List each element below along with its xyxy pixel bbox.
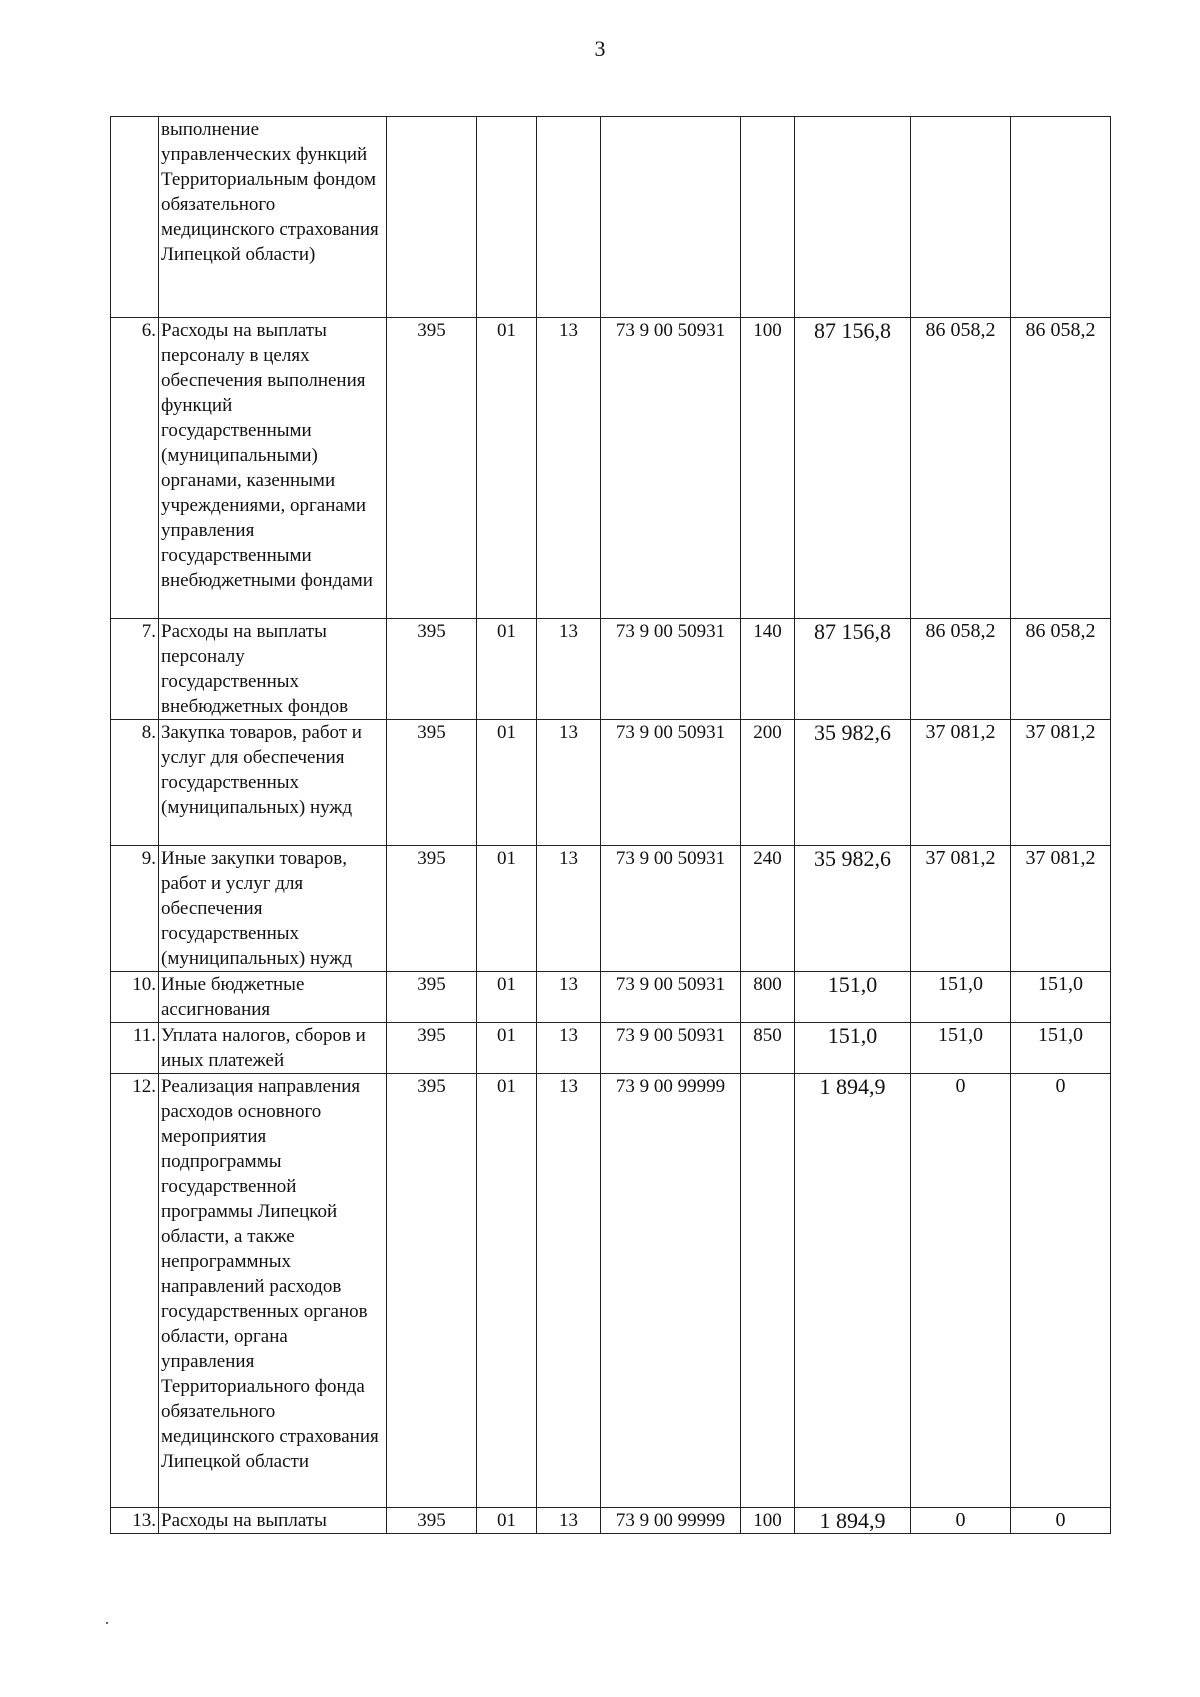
subsection-code: 13 — [537, 846, 601, 972]
subsection-code: 13 — [537, 972, 601, 1023]
table-row — [111, 720, 1111, 846]
amount-year-3: 0 — [1011, 1508, 1111, 1534]
row-number: 10. — [111, 972, 159, 1023]
target-article-code: 73 9 00 50931 — [601, 846, 741, 972]
row-description: Иные закупки товаров, работ и услуг для обеспечения государственных (муниципальных) нужд — [159, 846, 387, 972]
amount-year-2: 0 — [911, 1074, 1011, 1508]
section-code: 01 — [477, 1023, 537, 1074]
expense-type-code — [741, 1074, 795, 1508]
table-row — [111, 1023, 1111, 1074]
table-row — [111, 846, 1111, 972]
row-number: 8. — [111, 720, 159, 846]
amount-year-1: 35 982,6 — [795, 720, 911, 846]
target-article-code: 73 9 00 99999 — [601, 1508, 741, 1534]
amount-year-1: 87 156,8 — [795, 619, 911, 720]
row-number: 6. — [111, 318, 159, 619]
row-number: 7. — [111, 619, 159, 720]
grbs-code: 395 — [387, 1508, 477, 1534]
amount-year-2: 151,0 — [911, 972, 1011, 1023]
target-article-code: 73 9 00 50931 — [601, 972, 741, 1023]
row-number: 9. — [111, 846, 159, 972]
amount-year-1 — [795, 117, 911, 318]
page-number: 3 — [594, 36, 606, 61]
expense-type-code: 240 — [741, 846, 795, 972]
amount-year-1: 1 894,9 — [795, 1074, 911, 1508]
section-code: 01 — [477, 1508, 537, 1534]
table-row — [111, 619, 1111, 720]
expense-type-code: 100 — [741, 318, 795, 619]
subsection-code — [537, 117, 601, 318]
amount-year-3: 86 058,2 — [1011, 619, 1111, 720]
amount-year-3: 37 081,2 — [1011, 720, 1111, 846]
table-body — [111, 117, 1111, 1534]
section-code: 01 — [477, 619, 537, 720]
amount-year-3 — [1011, 117, 1111, 318]
amount-year-1: 151,0 — [795, 972, 911, 1023]
subsection-code: 13 — [537, 1023, 601, 1074]
amount-year-1: 35 982,6 — [795, 846, 911, 972]
amount-year-3: 86 058,2 — [1011, 318, 1111, 619]
row-description: Иные бюджетные ассигнования — [159, 972, 387, 1023]
target-article-code: 73 9 00 50931 — [601, 619, 741, 720]
amount-year-1: 1 894,9 — [795, 1508, 911, 1534]
table-row — [111, 1074, 1111, 1508]
expense-type-code — [741, 117, 795, 318]
amount-year-1: 151,0 — [795, 1023, 911, 1074]
amount-year-2: 151,0 — [911, 1023, 1011, 1074]
grbs-code — [387, 117, 477, 318]
grbs-code: 395 — [387, 619, 477, 720]
target-article-code — [601, 117, 741, 318]
budget-table — [110, 116, 1111, 1534]
expense-type-code: 800 — [741, 972, 795, 1023]
expense-type-code: 850 — [741, 1023, 795, 1074]
amount-year-3: 37 081,2 — [1011, 846, 1111, 972]
amount-year-2 — [911, 117, 1011, 318]
row-description: выполнение управленческих функций Территориальным фондом обязательного медицинского страхования Липецкой области) — [159, 117, 387, 318]
amount-year-2: 86 058,2 — [911, 318, 1011, 619]
target-article-code: 73 9 00 50931 — [601, 318, 741, 619]
amount-year-2: 0 — [911, 1508, 1011, 1534]
section-code: 01 — [477, 318, 537, 619]
section-code: 01 — [477, 720, 537, 846]
subsection-code: 13 — [537, 1508, 601, 1534]
grbs-code: 395 — [387, 318, 477, 619]
grbs-code: 395 — [387, 1023, 477, 1074]
table-row — [111, 117, 1111, 318]
section-code — [477, 117, 537, 318]
scan-speck — [106, 1622, 108, 1624]
subsection-code: 13 — [537, 318, 601, 619]
section-code: 01 — [477, 846, 537, 972]
row-description: Расходы на выплаты — [159, 1508, 387, 1534]
target-article-code: 73 9 00 50931 — [601, 1023, 741, 1074]
section-code: 01 — [477, 1074, 537, 1508]
amount-year-3: 151,0 — [1011, 972, 1111, 1023]
row-description: Уплата налогов, сборов и иных платежей — [159, 1023, 387, 1074]
row-description: Закупка товаров, работ и услуг для обеспечения государственных (муниципальных) нужд — [159, 720, 387, 846]
expense-type-code: 100 — [741, 1508, 795, 1534]
grbs-code: 395 — [387, 1074, 477, 1508]
row-description: Реализация направления расходов основного мероприятия подпрограммы государственной программы Липецкой области, а также непрограммных направлений расходов государственных органов области, органа управления Территориального фонда обязательного медицинского страхования Липецкой области — [159, 1074, 387, 1508]
table-row — [111, 318, 1111, 619]
amount-year-3: 151,0 — [1011, 1023, 1111, 1074]
expense-type-code: 140 — [741, 619, 795, 720]
amount-year-2: 86 058,2 — [911, 619, 1011, 720]
subsection-code: 13 — [537, 1074, 601, 1508]
row-description: Расходы на выплаты персоналу государственных внебюджетных фондов — [159, 619, 387, 720]
grbs-code: 395 — [387, 846, 477, 972]
target-article-code: 73 9 00 50931 — [601, 720, 741, 846]
grbs-code: 395 — [387, 972, 477, 1023]
row-number — [111, 117, 159, 318]
expense-type-code: 200 — [741, 720, 795, 846]
grbs-code: 395 — [387, 720, 477, 846]
row-number: 12. — [111, 1074, 159, 1508]
row-number: 11. — [111, 1023, 159, 1074]
row-description: Расходы на выплаты персоналу в целях обеспечения выполнения функций государственными (муниципальными) органами, казенными учреждениями, органами управления государственными внебюджетными фондами — [159, 318, 387, 619]
section-code: 01 — [477, 972, 537, 1023]
subsection-code: 13 — [537, 720, 601, 846]
amount-year-1: 87 156,8 — [795, 318, 911, 619]
amount-year-3: 0 — [1011, 1074, 1111, 1508]
target-article-code: 73 9 00 99999 — [601, 1074, 741, 1508]
amount-year-2: 37 081,2 — [911, 846, 1011, 972]
amount-year-2: 37 081,2 — [911, 720, 1011, 846]
table-row — [111, 1508, 1111, 1534]
row-number: 13. — [111, 1508, 159, 1534]
subsection-code: 13 — [537, 619, 601, 720]
table-row — [111, 972, 1111, 1023]
